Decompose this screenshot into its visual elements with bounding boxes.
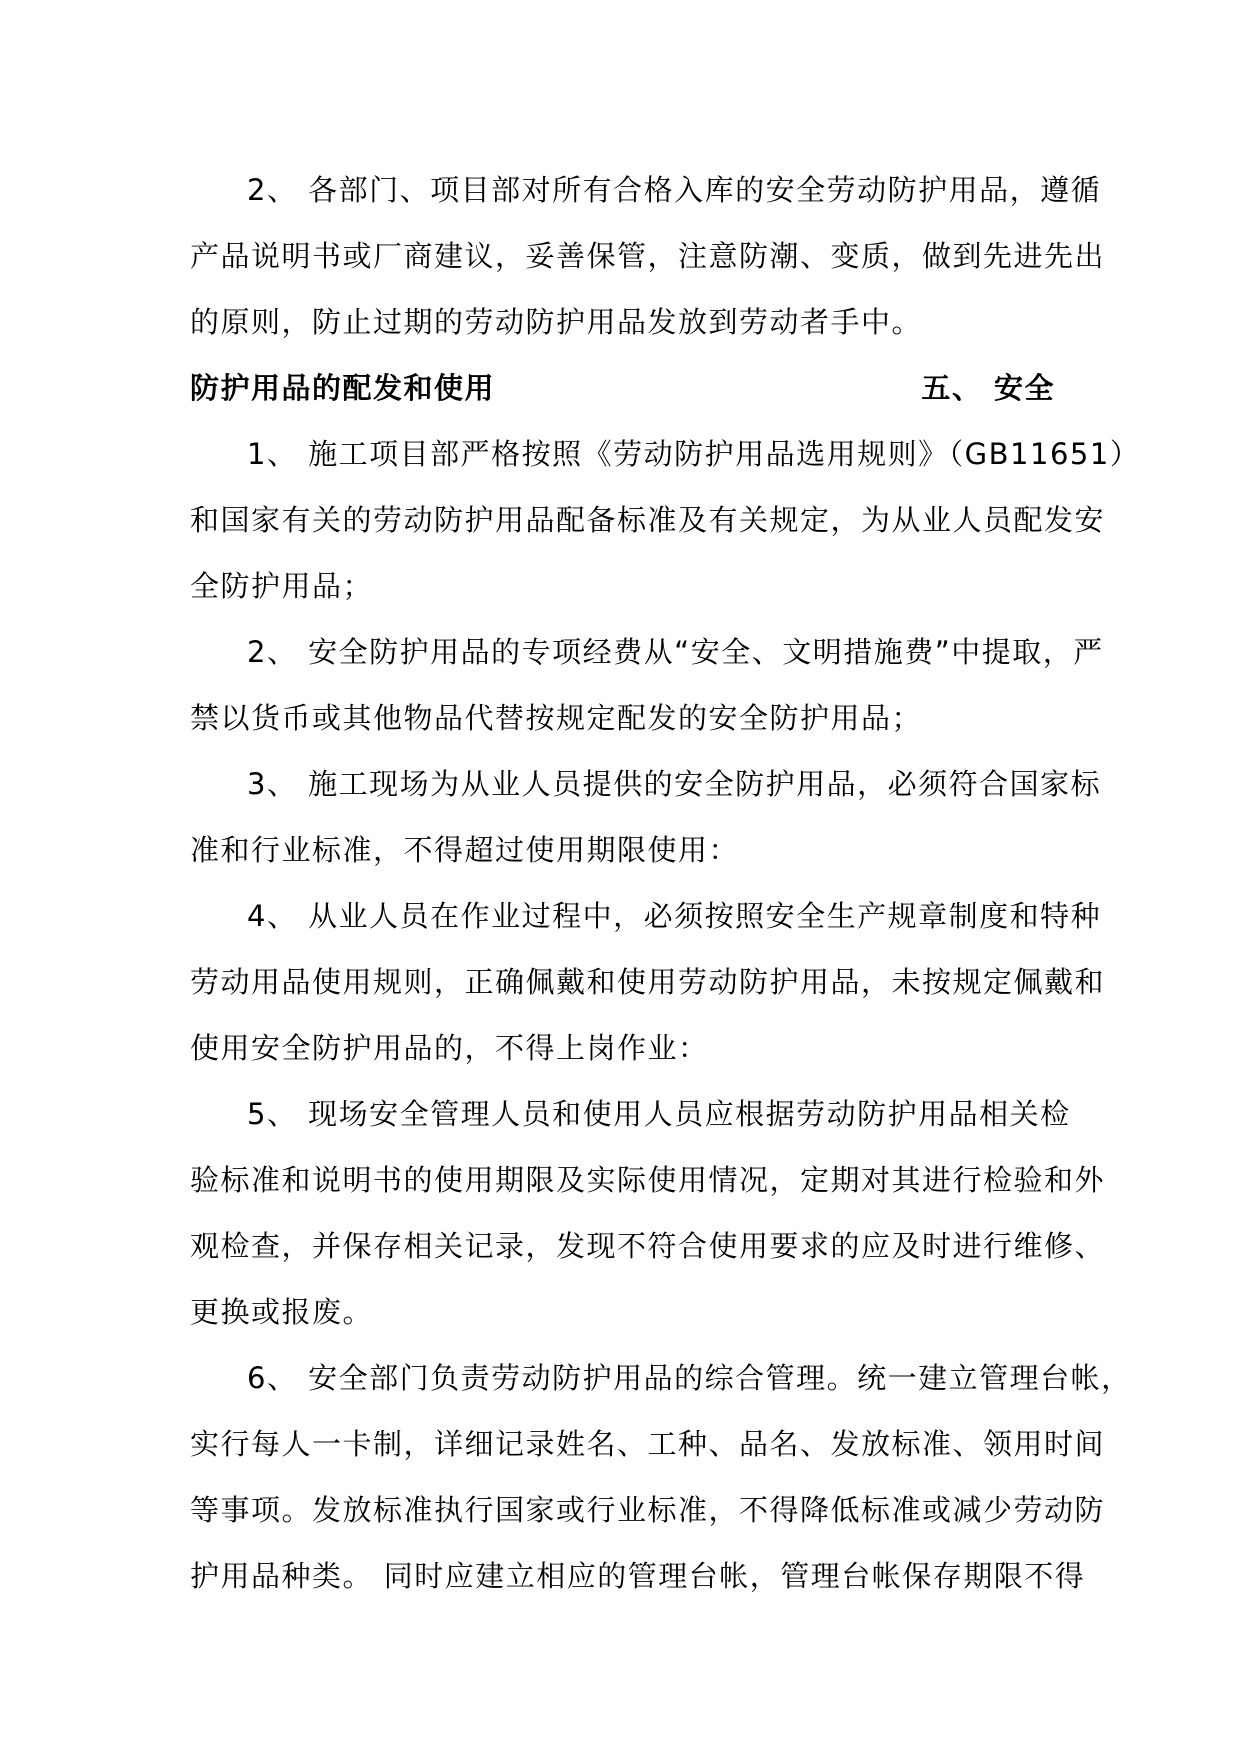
text-line: 观检查，并保存相关记录，发现不符合使用要求的应及时进行维修、	[190, 1229, 1106, 1263]
text-line: 实行每人一卡制，详细记录姓名、工种、品名、发放标准、领用时间	[190, 1427, 1106, 1461]
text-line: 准和行业标准，不得超过使用期限使用：	[190, 833, 740, 867]
text-line: 使用安全防护用品的，不得上岗作业：	[190, 1031, 709, 1065]
list-item	[190, 421, 1141, 619]
text-line: 2、 各部门、项目部对所有合格入库的安全劳动防护用品，遵循	[247, 173, 1102, 207]
list-item	[190, 1081, 1106, 1345]
text-line: 禁以货币或其他物品代替按规定配发的安全防护用品；	[190, 701, 923, 735]
text-line: 5、 现场安全管理人员和使用人员应根据劳动防护用品相关检	[247, 1097, 1071, 1131]
document-page	[190, 157, 1141, 1609]
text-line: 1、 施工项目部严格按照《劳动防护用品选用规则》（GB11651）	[247, 437, 1141, 471]
text-line: 6、 安全部门负责劳动防护用品的综合管理。统一建立管理台帐，	[247, 1361, 1132, 1395]
list-item	[190, 619, 1104, 751]
list-item	[190, 1345, 1132, 1609]
text-line: 4、 从业人员在作业过程中，必须按照安全生产规章制度和特种	[247, 899, 1102, 933]
text-line: 产品说明书或厂商建议，妥善保管，注意防潮、变质，做到先进先出	[190, 239, 1106, 273]
text-line: 的原则，防止过期的劳动防护用品发放到劳动者手中。 五、 安全	[190, 289, 1055, 355]
text-line: 护用品种类。 同时应建立相应的管理台帐，管理台帐保存期限不得	[190, 1559, 1086, 1593]
list-item	[190, 751, 1102, 883]
list-item	[190, 883, 1106, 1081]
section-heading-part2: 防护用品的配发和使用	[190, 371, 496, 405]
text-line: 劳动用品使用规则，正确佩戴和使用劳动防护用品，未按规定佩戴和	[190, 965, 1106, 999]
text-line: 验标准和说明书的使用期限及实际使用情况，定期对其进行检验和外	[190, 1163, 1106, 1197]
text-line: 等事项。发放标准执行国家或行业标准，不得降低标准或减少劳动防	[190, 1493, 1106, 1527]
section-heading-part1: 五、 安全	[921, 371, 1055, 405]
text-line: 和国家有关的劳动防护用品配备标准及有关规定，为从业人员配发安	[190, 503, 1106, 537]
text-line: 3、 施工现场为从业人员提供的安全防护用品，必须符合国家标	[247, 767, 1102, 801]
text-line: 全防护用品；	[190, 569, 374, 603]
text-line: 2、 安全防护用品的专项经费从“安全、文明措施费”中提取，严	[247, 635, 1104, 669]
text-line: 更换或报废。	[190, 1295, 374, 1329]
